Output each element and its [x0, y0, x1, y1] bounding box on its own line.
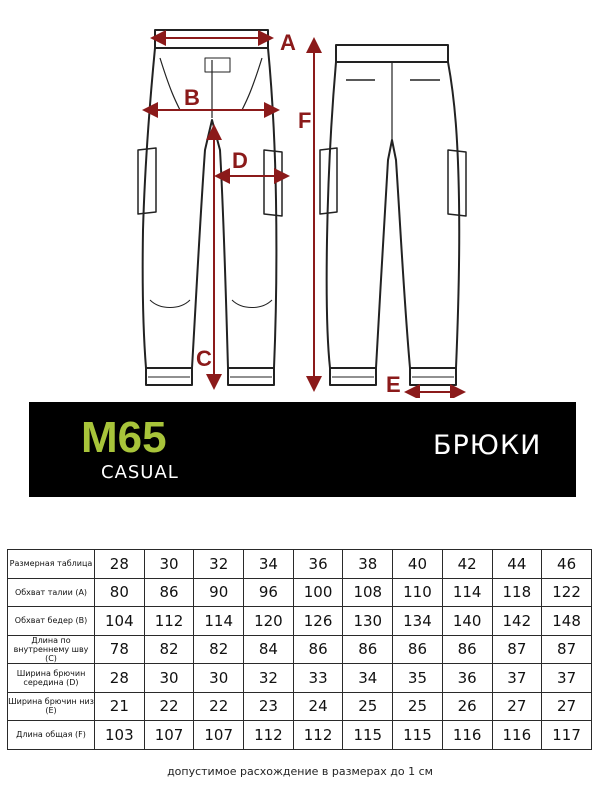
label-e: E [386, 372, 401, 397]
svg-text:M65: M65 [81, 413, 167, 462]
label-a: A [280, 30, 296, 55]
label-f: F [298, 108, 312, 133]
table-cell: 86 [293, 635, 343, 664]
table-cell: 117 [542, 721, 592, 750]
table-cell: 21 [95, 692, 145, 721]
table-cell: 38 [343, 550, 393, 579]
label-c: C [196, 346, 212, 371]
row-label: Обхват талии (A) [8, 578, 95, 607]
table-cell: 120 [244, 607, 294, 636]
table-cell: 30 [144, 664, 194, 693]
table-cell: 112 [244, 721, 294, 750]
row-label: Ширина брючин низ (E) [8, 692, 95, 721]
table-cell: 42 [442, 550, 492, 579]
table-cell: 82 [144, 635, 194, 664]
table-cell: 35 [393, 664, 443, 693]
table-cell: 23 [244, 692, 294, 721]
table-cell: 25 [393, 692, 443, 721]
table-cell: 28 [95, 664, 145, 693]
table-row [8, 664, 592, 693]
table-cell: 104 [95, 607, 145, 636]
pants-measurement-diagram [0, 0, 600, 398]
table-cell: 115 [393, 721, 443, 750]
table-cell: 110 [393, 578, 443, 607]
table-cell: 78 [95, 635, 145, 664]
table-cell: 24 [293, 692, 343, 721]
table-cell: 44 [492, 550, 542, 579]
table-cell: 100 [293, 578, 343, 607]
table-cell: 118 [492, 578, 542, 607]
table-cell: 96 [244, 578, 294, 607]
table-cell: 87 [542, 635, 592, 664]
table-cell: 114 [442, 578, 492, 607]
table-cell: 33 [293, 664, 343, 693]
table-cell: 142 [492, 607, 542, 636]
label-d: D [232, 148, 248, 173]
table-cell: 32 [194, 550, 244, 579]
table-cell: 30 [144, 550, 194, 579]
table-cell: 80 [95, 578, 145, 607]
table-cell: 36 [293, 550, 343, 579]
table-cell: 86 [144, 578, 194, 607]
table-cell: 140 [442, 607, 492, 636]
table-cell: 28 [95, 550, 145, 579]
table-cell: 22 [194, 692, 244, 721]
size-chart-table [7, 549, 592, 750]
table-cell: 112 [293, 721, 343, 750]
front-pants-drawing [138, 30, 282, 385]
brand-banner [29, 402, 576, 497]
table-cell: 82 [194, 635, 244, 664]
table-row [8, 692, 592, 721]
table-cell: 86 [393, 635, 443, 664]
table-cell: 107 [144, 721, 194, 750]
table-cell: 126 [293, 607, 343, 636]
table-row [8, 578, 592, 607]
table-row [8, 607, 592, 636]
table-cell: 122 [542, 578, 592, 607]
table-cell: 108 [343, 578, 393, 607]
table-cell: 22 [144, 692, 194, 721]
row-label: Ширина брючин середина (D) [8, 664, 95, 693]
table-cell: 103 [95, 721, 145, 750]
table-cell: 34 [343, 664, 393, 693]
back-pants-drawing [320, 45, 466, 385]
label-b: B [184, 85, 200, 110]
table-cell: 36 [442, 664, 492, 693]
table-cell: 34 [244, 550, 294, 579]
table-cell: 37 [542, 664, 592, 693]
row-label: Длина по внутреннему шву (C) [8, 635, 95, 664]
row-label: Обхват бедер (B) [8, 607, 95, 636]
table-cell: 148 [542, 607, 592, 636]
table-cell: 25 [343, 692, 393, 721]
table-cell: 46 [542, 550, 592, 579]
table-cell: 40 [393, 550, 443, 579]
table-cell: 84 [244, 635, 294, 664]
table-row [8, 721, 592, 750]
row-label: Длина общая (F) [8, 721, 95, 750]
table-cell: 107 [194, 721, 244, 750]
table-cell: 116 [442, 721, 492, 750]
table-cell: 26 [442, 692, 492, 721]
table-cell: 37 [492, 664, 542, 693]
row-label: Размерная таблица [8, 550, 95, 579]
table-cell: 130 [343, 607, 393, 636]
table-cell: 32 [244, 664, 294, 693]
table-row [8, 635, 592, 664]
table-cell: 115 [343, 721, 393, 750]
logo-subtitle: CASUAL [101, 462, 179, 483]
table-cell: 86 [442, 635, 492, 664]
table-cell: 27 [492, 692, 542, 721]
table-cell: 30 [194, 664, 244, 693]
table-cell: 114 [194, 607, 244, 636]
table-cell: 27 [542, 692, 592, 721]
table-cell: 86 [343, 635, 393, 664]
product-title: БРЮКИ [433, 430, 542, 461]
table-cell: 90 [194, 578, 244, 607]
size-header-row [8, 550, 592, 579]
size-chart-body [8, 550, 592, 750]
table-cell: 87 [492, 635, 542, 664]
table-cell: 112 [144, 607, 194, 636]
table-cell: 116 [492, 721, 542, 750]
m65-logo [81, 410, 191, 462]
table-cell: 134 [393, 607, 443, 636]
tolerance-note: допустимое расхождение в размерах до 1 см [167, 765, 433, 778]
